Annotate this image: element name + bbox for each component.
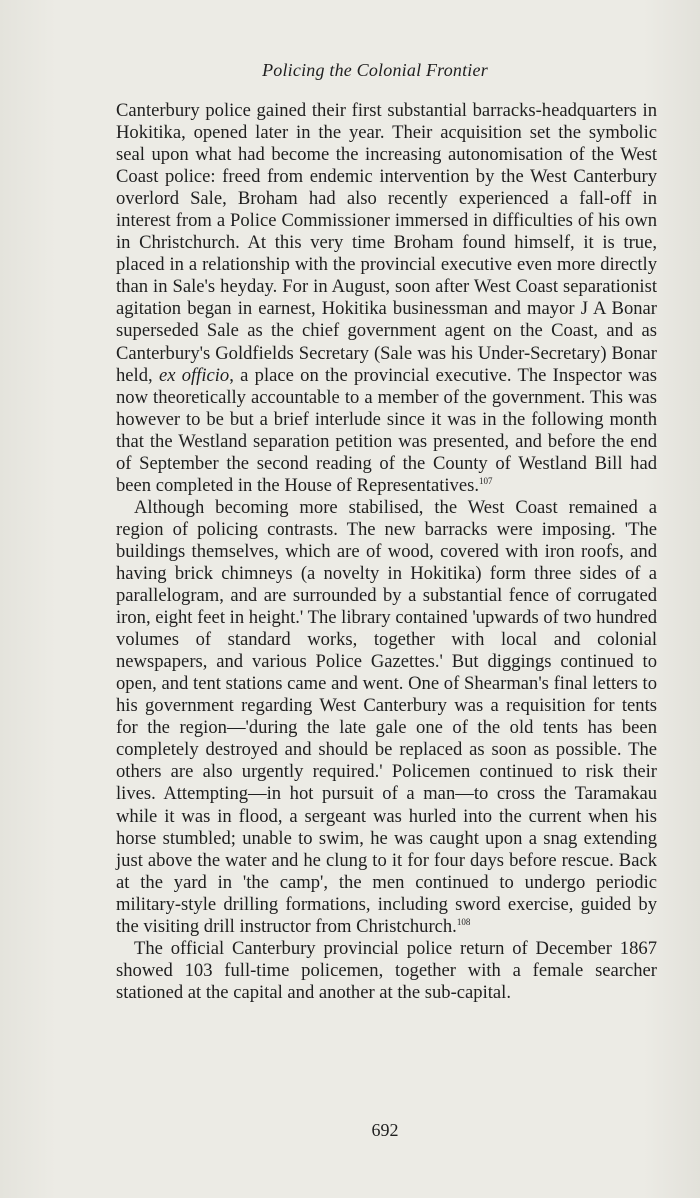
paragraph-text: Although becoming more stabilised, the West Coast remained a region of policing contrasts. The new barracks were imposing. 'The buildings themselves, which are of wood, covered with iron roofs, and having brick chimneys (a novelty in Hokitika) form three sides of a parallelogram, and are surrounded by a substantial fence of corrugated iron, eight feet in height.' The library contained 'upwards of two hundred volumes of standard works, together with local and colonial newspapers, and various Police Gazettes.' But diggings continued to open, and tent stations came and went. One of Shearman's final letters to his government regarding West Canterbury was a requisition for tents for the region—'during the late gale one of the old tents has been completely destroyed and should be replaced as soon as possible. The others are also urgently required.' Policemen continued to risk their lives. Attempting—in hot pursuit of a man—to cross the Taramakau while it was in flood, a sergeant was hurled into the current when his horse stumbled; unable to swim, he was caught upon a snag extending just above the water and he clung to it for four days before rescue. Back at the yard in 'the camp', the men continued to undergo periodic military-style drilling formations, including sword exercise, guided by the visiting drill instructor from Christchurch. [116,496,657,937]
paragraph-text: , a place on the provincial executive. The Inspector was now theoretically accountable to a member of the government. This was however to be but a brief interlude since it was in the following month that the Westland separation petition was presented, and before the end of September the second reading of the County of Westland Bill had been completed in the House of Representatives. [116,364,658,496]
paragraph-text: The official Canterbury provincial police return of December 1867 showed 103 full-time policemen, together with a female searcher stationed at the capital and another at the sub-capital. [116,937,657,1003]
italic-text: ex officio [158,364,230,386]
running-head: Policing the Colonial Frontier [262,60,488,80]
paragraph-text: Canterbury police gained their first substantial barracks-headquarters in Hokitika, opened later in the year. Their acquisition set the symbolic seal upon what had become the increasing autonomisation of the West Coast police: freed from endemic intervention by the West Canterbury overlord Sale, Broham had also recently experienced a fall-off in interest from a Police Commissioner immersed in difficulties of his own in Christchurch. At this very time Broham found himself, it is true, placed in a relationship with the provincial executive even more directly than in Sale's heyday. For in August, soon after West Coast separationist agitation began in earnest, Hokitika businessman and mayor J A Bonar superseded Sale as the chief government agent on the Coast, and as Canterbury's Goldfields Secretary (Sale was his Under-Secretary) Bonar held, [116,100,657,386]
footnote-marker: 107 [478,475,493,486]
body-text [116,100,657,1004]
paragraph [116,938,657,1004]
paragraph [116,497,657,938]
page-number: 692 [371,1120,399,1140]
paragraph [116,100,657,497]
footnote-marker: 108 [456,916,471,927]
